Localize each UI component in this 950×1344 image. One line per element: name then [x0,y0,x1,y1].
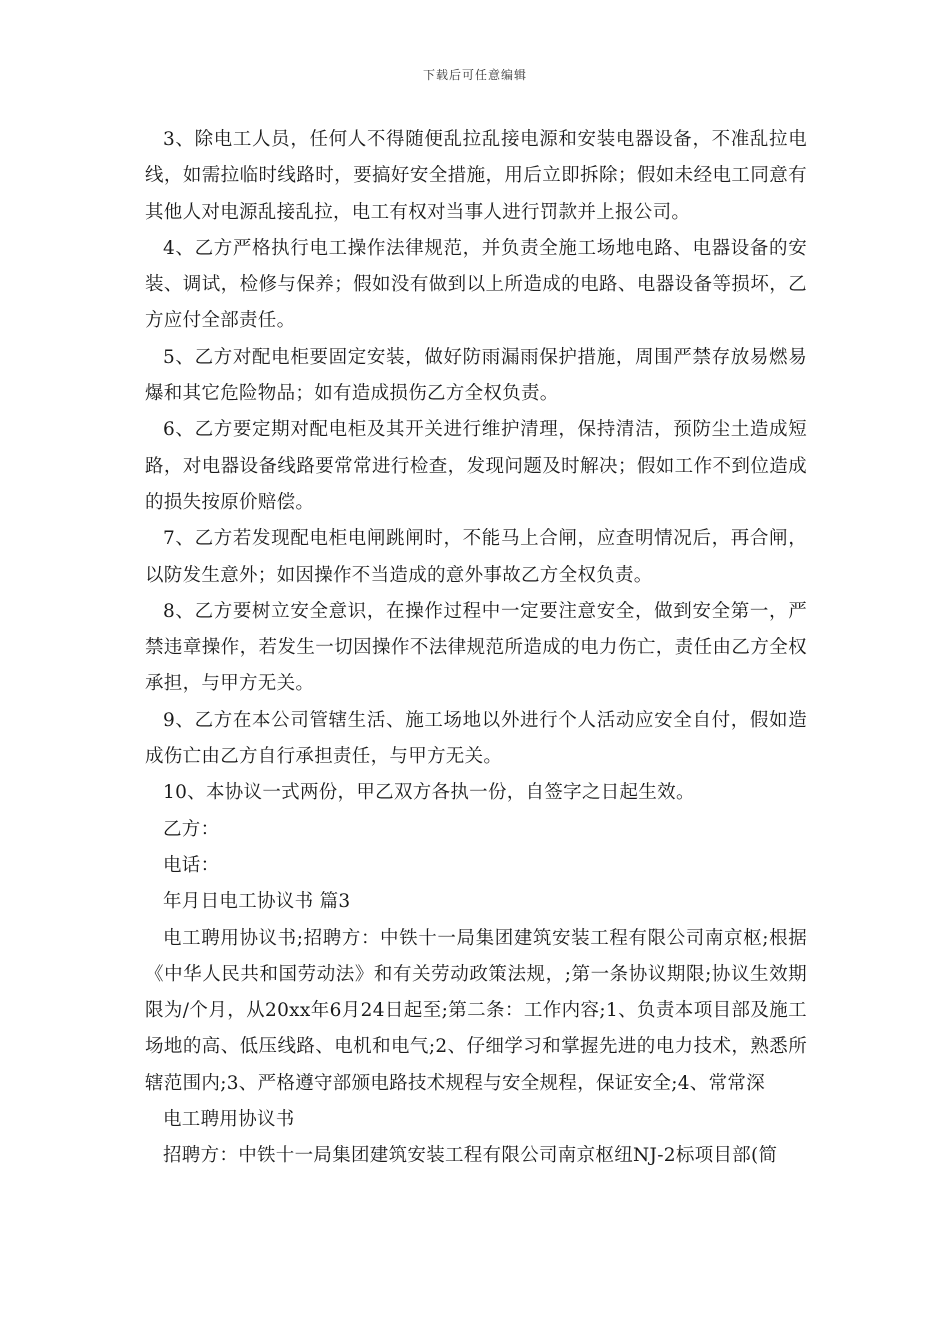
clause-4: 4、乙方严格执行电工操作法律规范，并负责全施工场地电路、电器设备的安装、调试，检修与保养；假如没有做到以上所造成的电路、电器设备等损坏，乙方应付全部责任。 [145,237,807,332]
clause-9: 9、乙方在本公司管辖生活、施工场地以外进行个人活动应安全自付，假如造成伤亡由乙方自行承担责任，与甲方无关。 [145,709,807,768]
employer-line: 招聘方：中铁十一局集团建筑安装工程有限公司南京枢纽NJ-2标项目部(简 [163,1145,778,1167]
clause-7: 7、乙方若发现配电柜电闸跳闸时，不能马上合闸，应查明情况后，再合闸，以防发生意外；如因操作不当造成的意外事故乙方全权负责。 [145,528,807,586]
agreement-title: 电工聘用协议书 [163,1109,295,1131]
clause-8: 8、乙方要树立安全意识，在操作过程中一定要注意安全，做到安全第一，严禁违章操作，若发生一切因操作不法律规范所造成的电力伤亡，责任由乙方全权承担，与甲方无关。 [145,600,807,695]
phone-label: 电话： [163,854,220,876]
document-body [145,122,807,1175]
summary-paragraph: 电工聘用协议书;招聘方：中铁十一局集团建筑安装工程有限公司南京枢;根据《中华人民共和国劳动法》和有关劳动政策法规，;第一条协议期限;协议生效期限为/个月，从20xx年6月24日起至;第二条：工作内容;1、负责本项目部及施工场地的高、低压线路、电机和电气;2、仔细学习和掌握先进的电力技术，熟悉所辖范围内;3、严格遵守部颁电路技术规程与安全规程，保证安全;4、常常深 [145,927,807,1094]
clause-10: 10、本协议一式两份，甲乙双方各执一份，自签字之日起生效。 [163,782,695,804]
header-note: 下载后可任意编辑 [422,68,527,82]
party-b-label: 乙方： [163,818,220,840]
clause-6: 6、乙方要定期对配电柜及其开关进行维护清理，保持清洁，预防尘土造成短路，对电器设备线路要常常进行检查，发现问题及时解决；假如工作不到位造成的损失按原价赔偿。 [145,419,807,513]
section-title: 年月日电工协议书 篇3 [163,891,351,913]
clause-5: 5、乙方对配电柜要固定安装，做好防雨漏雨保护措施，周围严禁存放易燃易爆和其它危险物品；如有造成损伤乙方全权负责。 [145,346,807,405]
clause-3: 3、除电工人员，任何人不得随便乱拉乱接电源和安装电器设备，不准乱拉电线，如需拉临时线路时，要搞好安全措施，用后立即拆除；假如未经电工同意有其他人对电源乱接乱拉，电工有权对当事人进行罚款并上报公司。 [145,129,807,223]
